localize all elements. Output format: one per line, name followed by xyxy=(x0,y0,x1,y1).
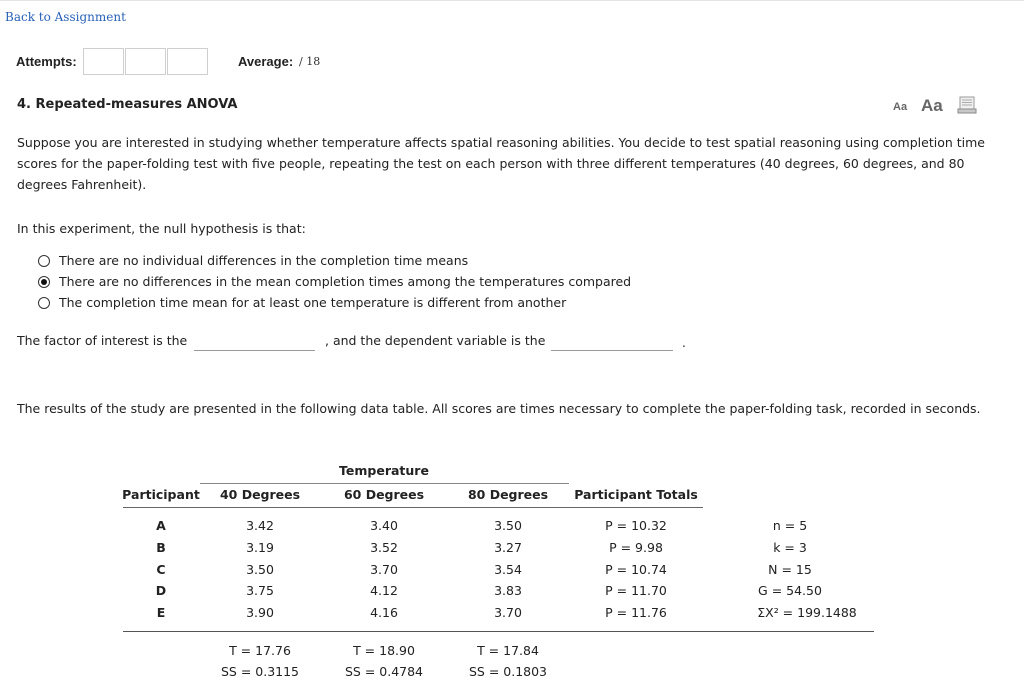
score-60: 4.16 xyxy=(370,605,398,620)
participant-label: B xyxy=(156,540,166,555)
average-value: / 18 xyxy=(299,55,321,68)
factor-prompt: The factor of interest is the xyxy=(17,333,188,348)
top-divider xyxy=(0,0,1024,1)
null-hypothesis-options xyxy=(38,250,631,313)
question-intro: Suppose you are interested in studying whether temperature affects spatial reasoning abilities. You decide to test spatial reasoning using completion time scores for the paper-folding test with five people, repeating the test on each person with three different temperatures (40 degrees, 60 degrees, and 80 degrees Fahrenheit). xyxy=(17,135,985,192)
summary-stat: k = 3 xyxy=(773,540,807,555)
summary-stat: n = 5 xyxy=(772,518,808,533)
header-40-degrees: 40 Degrees xyxy=(219,487,301,502)
participant-total: P = 10.32 xyxy=(605,518,667,533)
participant-total: P = 11.76 xyxy=(605,605,667,620)
option-individual-differences[interactable] xyxy=(38,250,631,271)
participant-label: E xyxy=(156,605,166,620)
score-60: 3.70 xyxy=(370,562,398,577)
score-80: 3.70 xyxy=(494,605,522,620)
summary-stat: G = 54.50 xyxy=(758,583,822,598)
score-60: 3.40 xyxy=(370,518,398,533)
group-header-rule xyxy=(200,483,569,484)
summary-stat: N = 15 xyxy=(768,562,812,577)
dependent-variable-prompt: , and the dependent variable is the xyxy=(325,333,546,348)
factor-of-interest-dropdown[interactable] xyxy=(194,350,315,351)
attempt-box xyxy=(83,48,124,75)
temperature-group-header: Temperature xyxy=(339,463,429,478)
participant-total: P = 10.74 xyxy=(605,562,667,577)
column-total-40: T = 17.76 xyxy=(229,643,291,658)
header-60-degrees: 60 Degrees xyxy=(343,487,425,502)
participant-label: D xyxy=(155,583,167,598)
column-ss-40: SS = 0.3115 xyxy=(220,664,300,679)
participant-total: P = 9.98 xyxy=(609,540,663,555)
option-one-temperature-differs[interactable] xyxy=(38,292,631,313)
option-no-temperature-differences[interactable] xyxy=(38,271,631,292)
attempt-box xyxy=(167,48,208,75)
option-label: There are no individual differences in the completion time means xyxy=(59,253,469,268)
option-label: There are no differences in the mean completion times among the temperatures compared xyxy=(59,274,632,289)
radio-button[interactable] xyxy=(38,276,50,288)
column-total-60: T = 18.90 xyxy=(353,643,415,658)
results-description: The results of the study are presented in the following data table. All scores are times necessary to complete the paper-folding task, recorded in seconds. xyxy=(17,401,981,416)
column-ss-60: SS = 0.4784 xyxy=(344,664,424,679)
attempt-box xyxy=(125,48,166,75)
decrease-font-button[interactable]: Aa xyxy=(893,101,908,113)
question-title: 4. Repeated-measures ANOVA xyxy=(17,97,238,112)
attempt-boxes xyxy=(83,48,209,75)
dependent-variable-dropdown[interactable] xyxy=(551,350,673,351)
participant-label: A xyxy=(156,518,166,533)
participant-label: C xyxy=(156,562,166,577)
score-40: 3.90 xyxy=(246,605,274,620)
column-ss-80: SS = 0.1803 xyxy=(468,664,548,679)
sentence-period: . xyxy=(682,336,686,350)
score-40: 3.50 xyxy=(246,562,274,577)
null-hypothesis-prompt: In this experiment, the null hypothesis is that: xyxy=(17,221,306,236)
score-80: 3.54 xyxy=(494,562,522,577)
header-rule xyxy=(123,507,703,508)
summary-stat: ΣX² = 199.1488 xyxy=(757,605,857,620)
score-40: 3.75 xyxy=(246,583,274,598)
header-participant-totals: Participant Totals xyxy=(574,487,698,502)
header-participant: Participant xyxy=(122,487,200,502)
radio-button[interactable] xyxy=(38,255,50,267)
score-60: 4.12 xyxy=(370,583,398,598)
print-icon[interactable] xyxy=(957,95,977,115)
score-80: 3.50 xyxy=(494,518,522,533)
score-60: 3.52 xyxy=(370,540,398,555)
score-40: 3.42 xyxy=(246,518,274,533)
option-label: The completion time mean for at least one temperature is different from another xyxy=(59,295,567,310)
attempts-label: Attempts: xyxy=(16,54,77,69)
radio-button[interactable] xyxy=(38,297,50,309)
back-to-assignment-link[interactable]: Back to Assignment xyxy=(5,10,126,24)
score-80: 3.27 xyxy=(494,540,522,555)
score-80: 3.83 xyxy=(494,583,522,598)
average-label: Average: xyxy=(238,54,294,69)
column-total-80: T = 17.84 xyxy=(477,643,539,658)
participant-total: P = 11.70 xyxy=(605,583,667,598)
totals-rule xyxy=(123,631,874,632)
increase-font-button[interactable]: Aa xyxy=(921,96,943,115)
header-80-degrees: 80 Degrees xyxy=(467,487,549,502)
score-40: 3.19 xyxy=(246,540,274,555)
